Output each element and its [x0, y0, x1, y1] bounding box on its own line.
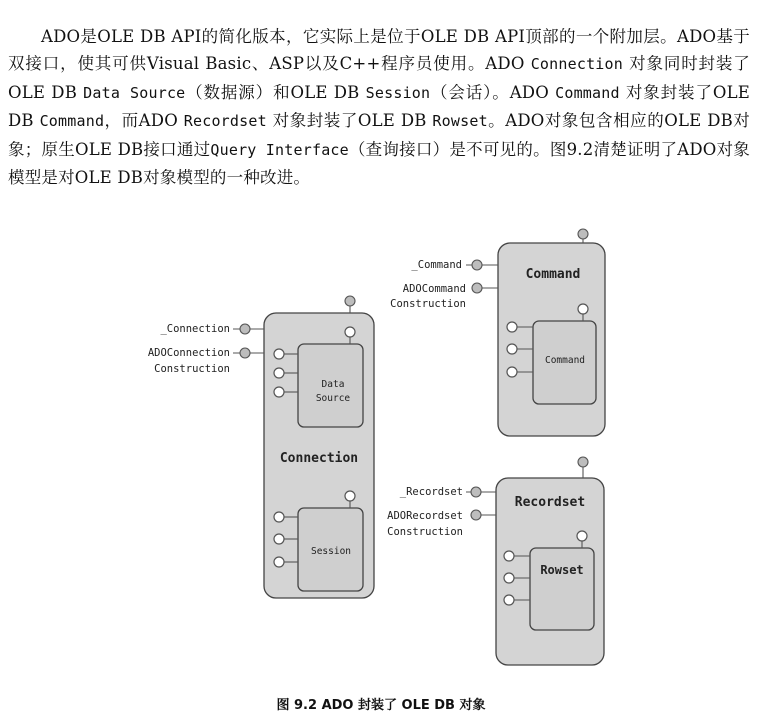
data-source-port — [274, 368, 284, 378]
command-ctor-label-2: Construction — [390, 298, 466, 310]
command-object — [390, 229, 605, 436]
data-source-port — [274, 349, 284, 359]
data-source-label-1: Data — [321, 379, 345, 390]
recordset-title: Recordset — [514, 495, 586, 510]
session-label: Session — [310, 546, 352, 557]
session-top-port — [345, 491, 355, 501]
recordset-iface-label: _Recordset — [399, 486, 463, 498]
code-term: Query Interface — [210, 140, 349, 159]
text-run: （数据源）和OLE DB — [185, 82, 366, 102]
connection-ctor-port — [240, 348, 250, 358]
rowset-port — [504, 595, 514, 605]
recordset-ctor-label-1: ADORecordset — [387, 510, 463, 522]
command-title: Command — [525, 267, 581, 282]
data-source-label-2: Source — [315, 393, 351, 404]
connection-object — [148, 296, 374, 598]
rowset-label: Rowset — [540, 563, 584, 577]
rowset-port — [504, 573, 514, 583]
connection-ctor-label-1: ADOConnection — [147, 347, 230, 359]
command-ctor-port — [472, 283, 482, 293]
text-run: （会话）。ADO — [430, 82, 556, 102]
code-term: Connection — [530, 55, 623, 73]
recordset-iface-port — [471, 487, 481, 497]
recordset-object — [387, 457, 604, 665]
text-run: 对象封装了OLE DB — [8, 82, 750, 130]
text-run: ADO是OLE DB API的简化版本，它实际上是位于OLE DB API顶部的一个附加层。ADO基于双接口，使其可供Visual Basic、ASP以及C++程序员使用。ADO — [8, 26, 750, 73]
command-iface-label: _Command — [411, 259, 462, 271]
inner-command-port — [507, 322, 517, 332]
code-term: Rowset — [432, 112, 488, 130]
code-term: Command — [555, 83, 620, 102]
data-source-top-port — [345, 327, 355, 337]
session-port — [274, 534, 284, 544]
text-run: （查询接口）是不可见的。图9.2清楚证明了ADO对象模型是对OLE DB对象模型的一种改进。 — [8, 139, 750, 187]
inner-command-top-port — [578, 304, 588, 314]
connection-ctor-label-2: Construction — [154, 363, 230, 375]
text-run: 对象封装了OLE DB — [266, 111, 433, 130]
code-term: Command — [39, 112, 105, 130]
rowset-box — [530, 548, 594, 630]
rowset-port — [504, 551, 514, 561]
inner-command-label: Command — [544, 355, 586, 366]
connection-title: Connection — [279, 451, 359, 466]
session-port — [274, 512, 284, 522]
command-iunknown-port — [578, 229, 588, 239]
recordset-iunknown-port — [578, 457, 588, 467]
recordset-ctor-label-2: Construction — [387, 526, 463, 538]
connection-iface-label: _Connection — [160, 323, 230, 335]
connection-iunknown-port — [345, 296, 355, 306]
rowset-top-port — [577, 531, 587, 541]
code-term: Data Source — [83, 83, 186, 102]
inner-command-port — [507, 344, 517, 354]
figure-caption: 图 9.2 ADO 封装了 OLE DB 对象 — [276, 698, 486, 713]
connection-iface-port — [240, 324, 250, 334]
data-source-port — [274, 387, 284, 397]
inner-command-port — [507, 367, 517, 377]
code-term: Recordset — [183, 112, 267, 130]
code-term: Session — [365, 83, 431, 102]
text-run: ，而ADO — [104, 111, 184, 130]
session-port — [274, 557, 284, 567]
text-run: 对象同时封装了OLE DB — [8, 54, 750, 102]
text-run: 。ADO对象包含相应的OLE DB对象；原生OLE DB接口通过 — [8, 111, 751, 159]
command-iface-port — [472, 260, 482, 270]
recordset-ctor-port — [471, 510, 481, 520]
command-ctor-label-1: ADOCommand — [402, 283, 466, 295]
